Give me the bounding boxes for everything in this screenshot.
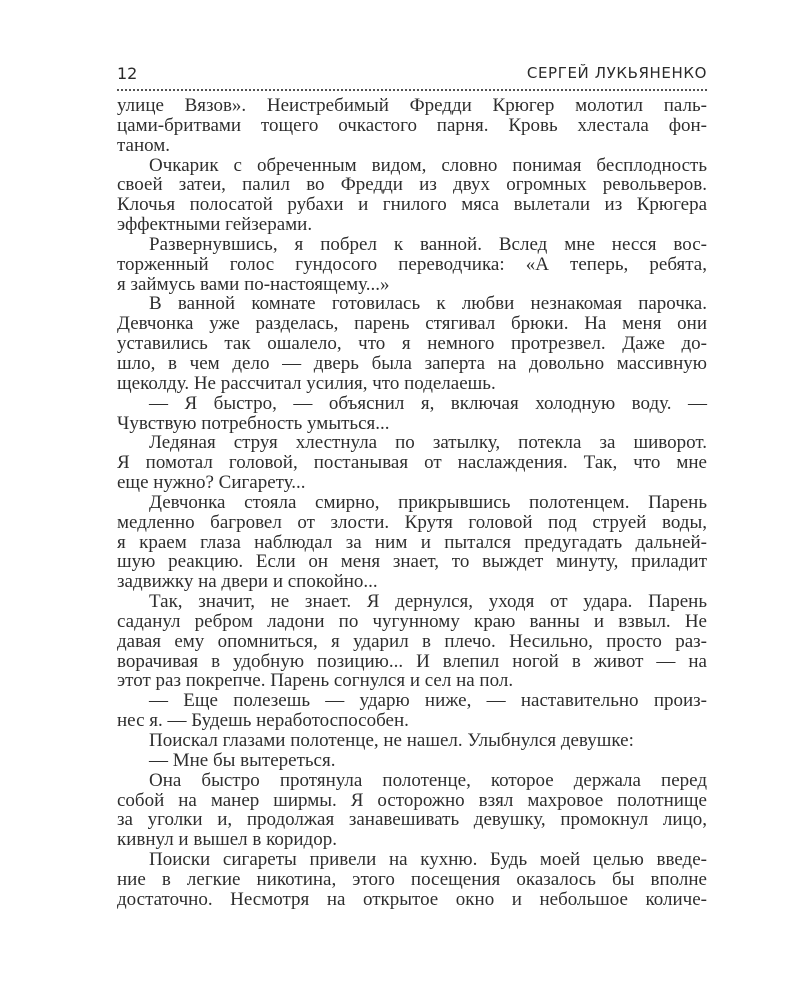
text-line: давая ему опомниться, я ударил в плечо. Несильно, просто раз- [117,630,707,652]
text-line: эффектными гейзерами. [117,214,313,236]
text-line: В ванной комнате готовилась к любви незнакомая парочка. [149,293,707,315]
text-line: кивнул и вышел в коридор. [117,829,337,851]
text-line: собой на манер ширмы. Я осторожно взял махровое полотнище [117,789,707,811]
text-line: нес я. — Будешь неработоспособен. [117,710,409,732]
text-line: я займусь вами по-настоящему...» [117,273,390,295]
text-line: Поискал глазами полотенце, не нашел. Улыбнулся девушке: [149,730,634,751]
text-line: — Мне бы вытереться. [149,749,336,771]
text-line: шую реакцию. Если он меня знает, то выждет минуту, приладит [117,551,707,573]
text-line: ворачивая в удобную позицию... И влепил ногой в живот — на [117,650,707,672]
header-dotted-rule [117,89,707,91]
text-line: достаточно. Несмотря на открытое окно и небольшое количе- [117,888,707,910]
text-line: ние в легкие никотина, этого посещения оказалось бы вполне [117,868,707,890]
text-line: еще нужно? Сигарету... [117,472,306,494]
text-line: Я помотал головой, постанывая от наслаждения. Так, что мне [117,452,707,474]
text-line: таном. [117,134,171,156]
text-line: задвижку на двери и спокойно... [117,571,378,593]
text-line: Чувствую потребность умыться... [117,412,390,434]
text-line: своей затеи, палил во Фредди из двух огромных револьверов. [117,174,707,196]
text-line: Очкарик с обреченным видом, словно понимая бесплодность [149,154,707,176]
text-line: я краем глаза наблюдал за ним и пытался предугадать дальней- [117,531,707,553]
text-line: Клочья полосатой рубахи и гнилого мяса вылетали из Крюгера [117,194,707,216]
text-line: Развернувшись, я побрел к ванной. Вслед мне несся вос- [149,233,707,255]
text-line: этот раз покрепче. Парень согнулся и сел на пол. [117,670,514,692]
text-line: цами-бритвами тощего очкастого парня. Кровь хлестала фон- [117,114,707,136]
text-line: уставились так ошалело, что я немного протрезвел. Даже до- [117,333,707,355]
text-line: Ледяная струя хлестнула по затылку, потекла за шиворот. [149,432,707,454]
text-line: Девчонка стояла смирно, прикрывшись полотенцем. Парень [149,491,707,513]
text-line: Так, значит, не знает. Я дернулся, уходя от удара. Парень [149,591,707,613]
text-line: шло, в чем дело — дверь была заперта на довольно массивную [117,352,707,374]
running-header-author: СЕРГЕЙ ЛУКЬЯНЕНКО [526,64,707,82]
text-line: щеколду. Не рассчитал усилия, что поделаешь. [117,372,496,394]
text-line: — Я быстро, — объяснил я, включая холодную воду. — [149,392,707,414]
text-line: Поиски сигареты привели на кухню. Будь моей целью введе- [149,849,707,871]
text-line: торженный голос гундосого переводчика: «А теперь, ребята, [117,253,707,275]
text-line: — Еще полезешь — ударю ниже, — наставительно произ- [149,690,707,712]
text-line: медленно багровел от злости. Крутя головой под струей воды, [117,511,707,533]
text-line: Девчонка уже разделась, парень стягивал брюки. На меня они [117,313,707,335]
text-line: Она быстро протянула полотенце, которое держала перед [149,769,707,791]
text-line: за уголки и, продолжая занавешивать девушку, промокнул лицо, [117,809,707,831]
body-text [117,96,707,910]
text-line: улице Вязов». Неистребимый Фредди Крюгер молотил паль- [117,95,707,116]
page-number: 12 [117,64,138,83]
text-line: саданул ребром ладони по чугунному краю ванны и взвыл. Не [117,610,707,632]
running-header [117,64,707,90]
